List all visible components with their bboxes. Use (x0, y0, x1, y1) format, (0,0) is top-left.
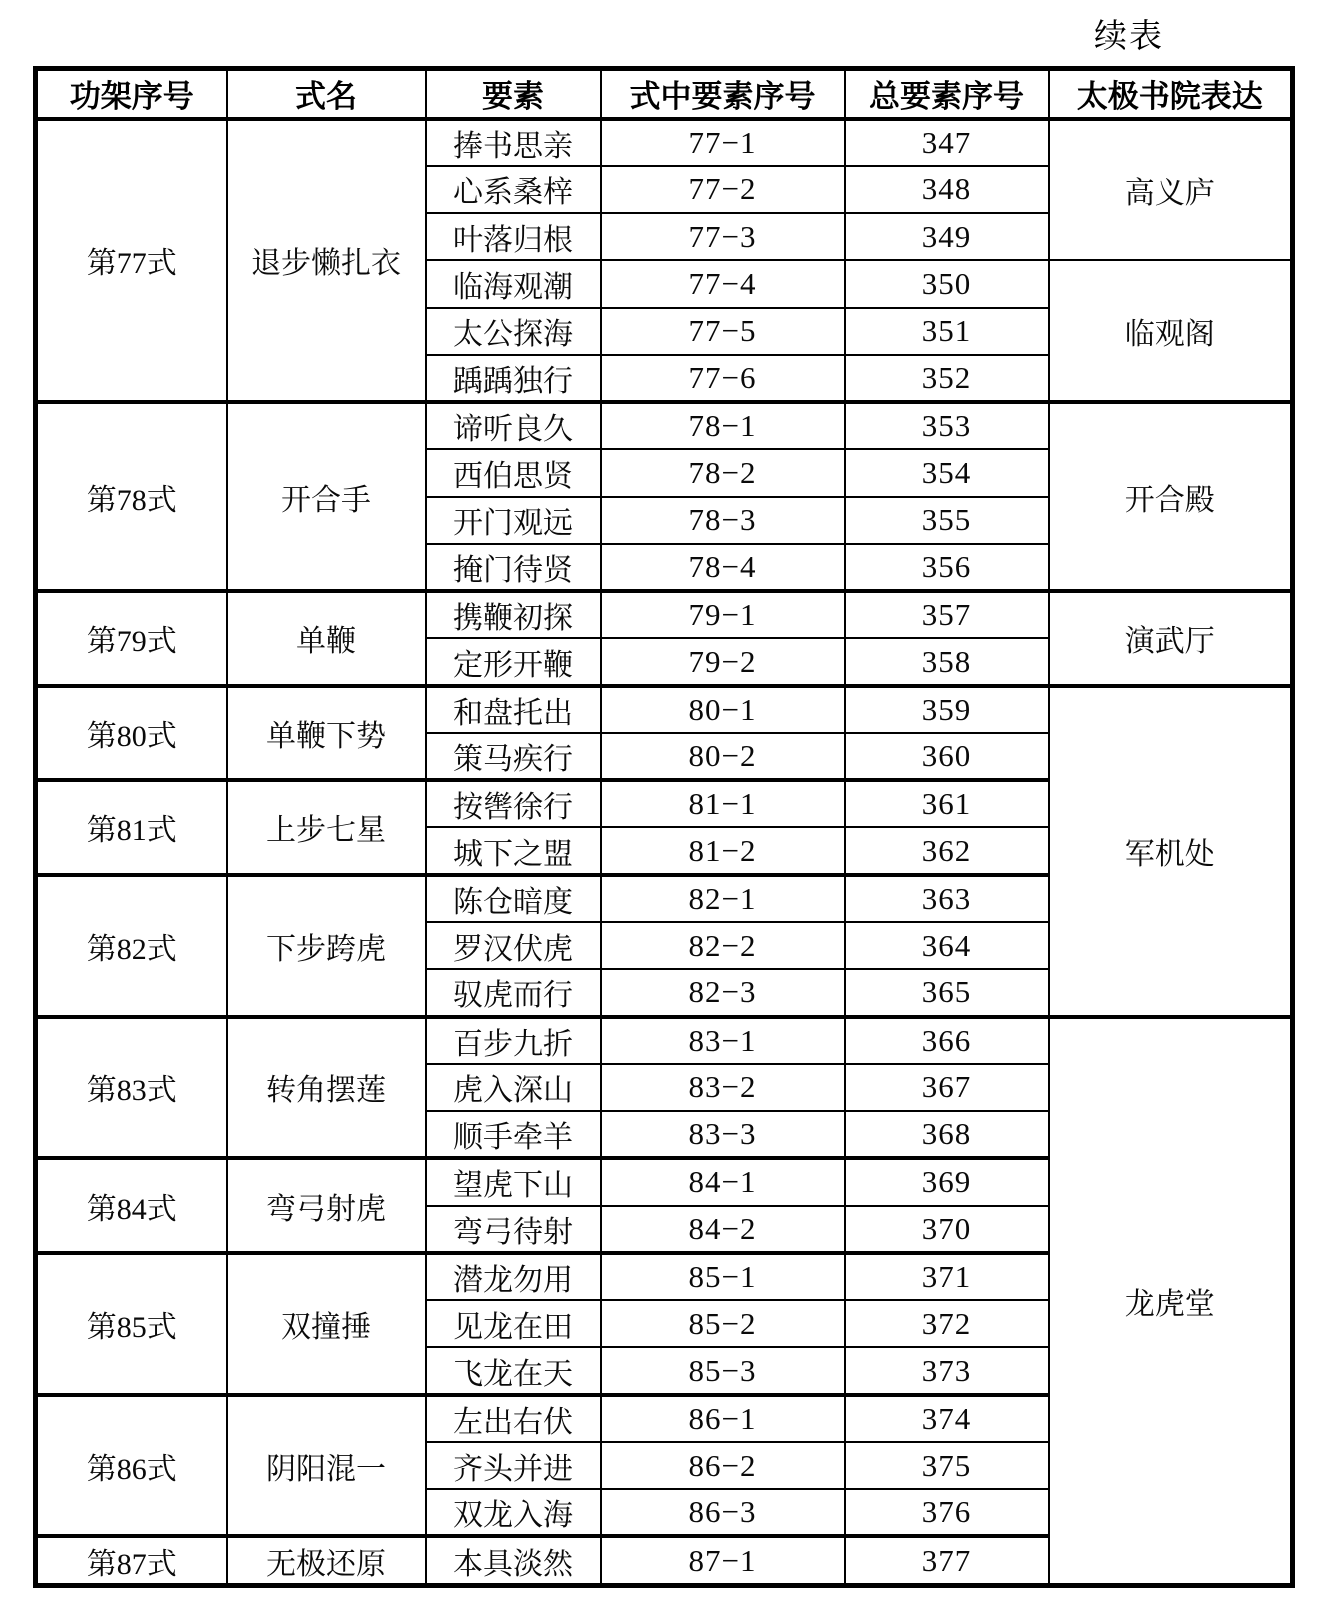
venue-cell: 高义庐 (1049, 119, 1293, 261)
element-seq-cell: 86−1 (601, 1395, 845, 1442)
element-cell: 策马疾行 (426, 733, 601, 780)
total-seq-cell: 354 (845, 449, 1049, 496)
element-cell: 西伯思贤 (426, 449, 601, 496)
total-seq-cell: 369 (845, 1158, 1049, 1205)
element-seq-cell: 78−3 (601, 497, 845, 544)
total-seq-cell: 362 (845, 827, 1049, 874)
form-number-cell: 第79式 (36, 591, 227, 686)
total-seq-cell: 366 (845, 1017, 1049, 1064)
total-seq-cell: 357 (845, 591, 1049, 638)
element-seq-cell: 85−3 (601, 1347, 845, 1394)
total-seq-cell: 374 (845, 1395, 1049, 1442)
element-seq-cell: 79−1 (601, 591, 845, 638)
element-seq-cell: 78−4 (601, 544, 845, 591)
element-cell: 城下之盟 (426, 827, 601, 874)
element-cell: 齐头并进 (426, 1442, 601, 1489)
total-seq-cell: 375 (845, 1442, 1049, 1489)
header-row (36, 69, 1293, 119)
element-seq-cell: 78−1 (601, 402, 845, 449)
element-cell: 虎入深山 (426, 1064, 601, 1111)
element-seq-cell: 86−2 (601, 1442, 845, 1489)
total-seq-cell: 377 (845, 1536, 1049, 1585)
element-cell: 叶落归根 (426, 213, 601, 260)
element-seq-cell: 84−1 (601, 1158, 845, 1205)
venue-cell: 临观阁 (1049, 260, 1293, 402)
element-cell: 陈仓暗度 (426, 875, 601, 922)
element-cell: 望虎下山 (426, 1158, 601, 1205)
form-name-cell: 弯弓射虎 (227, 1158, 426, 1253)
element-cell: 顺手牵羊 (426, 1111, 601, 1158)
form-name-cell: 下步跨虎 (227, 875, 426, 1017)
total-seq-cell: 353 (845, 402, 1049, 449)
element-cell: 谛听良久 (426, 402, 601, 449)
form-number-cell: 第80式 (36, 686, 227, 781)
total-seq-cell: 351 (845, 308, 1049, 355)
element-cell: 潜龙勿用 (426, 1253, 601, 1300)
element-cell: 本具淡然 (426, 1536, 601, 1585)
element-cell: 太公探海 (426, 308, 601, 355)
continued-table-label: 续表 (1094, 19, 1164, 55)
total-seq-cell: 371 (845, 1253, 1049, 1300)
element-seq-cell: 85−1 (601, 1253, 845, 1300)
element-cell: 携鞭初探 (426, 591, 601, 638)
element-cell: 和盘托出 (426, 686, 601, 733)
venue-cell: 龙虎堂 (1049, 1017, 1293, 1586)
table-body (36, 119, 1293, 1586)
form-number-cell: 第82式 (36, 875, 227, 1017)
venue-cell: 开合殿 (1049, 402, 1293, 591)
table-row (36, 591, 1293, 638)
element-cell: 飞龙在天 (426, 1347, 601, 1394)
element-cell: 罗汉伏虎 (426, 922, 601, 969)
element-seq-cell: 81−2 (601, 827, 845, 874)
total-seq-cell: 364 (845, 922, 1049, 969)
total-seq-cell: 367 (845, 1064, 1049, 1111)
element-seq-cell: 77−2 (601, 166, 845, 213)
form-number-cell: 第78式 (36, 402, 227, 591)
element-seq-cell: 83−3 (601, 1111, 845, 1158)
total-seq-cell: 370 (845, 1206, 1049, 1253)
table-header (36, 69, 1293, 119)
header-cell-seq-in-form: 式中要素序号 (601, 69, 845, 119)
element-seq-cell: 83−2 (601, 1064, 845, 1111)
element-seq-cell: 78−2 (601, 449, 845, 496)
venue-cell: 军机处 (1049, 686, 1293, 1017)
element-seq-cell: 80−2 (601, 733, 845, 780)
total-seq-cell: 355 (845, 497, 1049, 544)
form-number-cell: 第85式 (36, 1253, 227, 1395)
element-seq-cell: 77−1 (601, 119, 845, 166)
total-seq-cell: 347 (845, 119, 1049, 166)
element-seq-cell: 82−1 (601, 875, 845, 922)
form-number-cell: 第83式 (36, 1017, 227, 1159)
element-seq-cell: 82−3 (601, 969, 845, 1016)
element-cell: 见龙在田 (426, 1300, 601, 1347)
element-cell: 踽踽独行 (426, 355, 601, 402)
form-name-cell: 双撞捶 (227, 1253, 426, 1395)
element-seq-cell: 82−2 (601, 922, 845, 969)
form-name-cell: 开合手 (227, 402, 426, 591)
form-name-cell: 单鞭下势 (227, 686, 426, 781)
form-name-cell: 上步七星 (227, 780, 426, 875)
total-seq-cell: 352 (845, 355, 1049, 402)
total-seq-cell: 348 (845, 166, 1049, 213)
element-cell: 双龙入海 (426, 1489, 601, 1536)
table-row (36, 402, 1293, 449)
total-seq-cell: 376 (845, 1489, 1049, 1536)
element-cell: 临海观潮 (426, 260, 601, 307)
table-row (36, 686, 1293, 733)
element-seq-cell: 81−1 (601, 780, 845, 827)
header-cell-form-name: 式名 (227, 69, 426, 119)
header-cell-venue: 太极书院表达 (1049, 69, 1293, 119)
element-seq-cell: 84−2 (601, 1206, 845, 1253)
element-cell: 掩门待贤 (426, 544, 601, 591)
element-cell: 左出右伏 (426, 1395, 601, 1442)
element-seq-cell: 85−2 (601, 1300, 845, 1347)
total-seq-cell: 368 (845, 1111, 1049, 1158)
element-cell: 捧书思亲 (426, 119, 601, 166)
total-seq-cell: 373 (845, 1347, 1049, 1394)
element-seq-cell: 77−3 (601, 213, 845, 260)
total-seq-cell: 361 (845, 780, 1049, 827)
form-name-cell: 无极还原 (227, 1536, 426, 1585)
total-seq-cell: 372 (845, 1300, 1049, 1347)
form-name-cell: 阴阳混一 (227, 1395, 426, 1537)
header-cell-element: 要素 (426, 69, 601, 119)
element-cell: 弯弓待射 (426, 1206, 601, 1253)
forms-table (33, 66, 1295, 1588)
table-row (36, 119, 1293, 166)
element-seq-cell: 86−3 (601, 1489, 845, 1536)
element-seq-cell: 87−1 (601, 1536, 845, 1585)
element-cell: 按辔徐行 (426, 780, 601, 827)
form-name-cell: 转角摆莲 (227, 1017, 426, 1159)
element-seq-cell: 80−1 (601, 686, 845, 733)
total-seq-cell: 365 (845, 969, 1049, 1016)
element-cell: 开门观远 (426, 497, 601, 544)
total-seq-cell: 358 (845, 638, 1049, 685)
form-number-cell: 第77式 (36, 119, 227, 403)
total-seq-cell: 363 (845, 875, 1049, 922)
element-seq-cell: 77−4 (601, 260, 845, 307)
element-seq-cell: 83−1 (601, 1017, 845, 1064)
total-seq-cell: 350 (845, 260, 1049, 307)
form-name-cell: 退步懒扎衣 (227, 119, 426, 403)
element-cell: 驭虎而行 (426, 969, 601, 1016)
total-seq-cell: 356 (845, 544, 1049, 591)
table-row (36, 1017, 1293, 1064)
form-number-cell: 第86式 (36, 1395, 227, 1537)
form-number-cell: 第84式 (36, 1158, 227, 1253)
element-seq-cell: 77−6 (601, 355, 845, 402)
total-seq-cell: 349 (845, 213, 1049, 260)
element-cell: 心系桑梓 (426, 166, 601, 213)
element-seq-cell: 77−5 (601, 308, 845, 355)
element-seq-cell: 79−2 (601, 638, 845, 685)
form-name-cell: 单鞭 (227, 591, 426, 686)
header-cell-form-no: 功架序号 (36, 69, 227, 119)
form-number-cell: 第87式 (36, 1536, 227, 1585)
total-seq-cell: 359 (845, 686, 1049, 733)
total-seq-cell: 360 (845, 733, 1049, 780)
form-number-cell: 第81式 (36, 780, 227, 875)
element-cell: 定形开鞭 (426, 638, 601, 685)
header-cell-total-seq: 总要素序号 (845, 69, 1049, 119)
venue-cell: 演武厅 (1049, 591, 1293, 686)
element-cell: 百步九折 (426, 1017, 601, 1064)
